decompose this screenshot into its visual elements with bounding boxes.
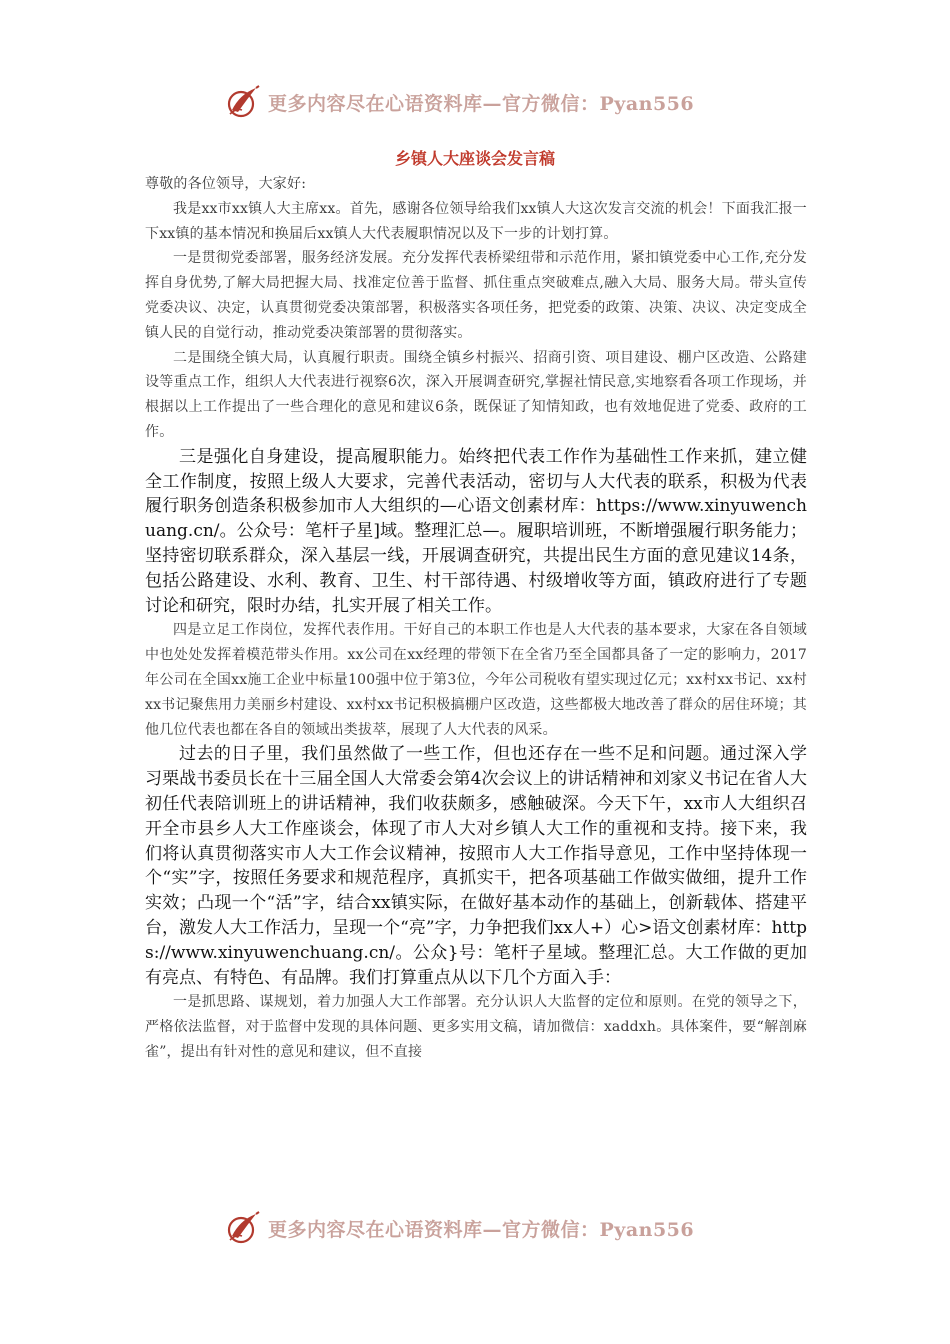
paragraph-point-4: 四是立足工作岗位，发挥代表作用。干好自己的本职工作也是人大代表的基本要求，大家在各自领域中也处处发挥着模范带头作用。xx公司在xx经理的带领下在全省乃至全国都具备了一定的影响力，2017年公司在全国xx施工企业中标量100强中位于第3位，今年公司税收有望实现过亿元；xx村xx书记、xx村xx书记聚焦用力美丽乡村建设、xx村xx书记积极搞棚户区改造，这些都极大地改善了群众的居住环境；其他几位代表也都在各自的领域出类拔萃，展现了人大代表的风采。 [145,622,807,738]
paragraph-point-2: 二是围绕全镇大局，认真履行职责。围绕全镇乡村振兴、招商引资、项目建设、棚户区改造、公路建设等重点工作，组织人大代表进行视察6次，深入开展调查研究,掌握社情民意,实地察看各项工作现场，并根据以上工作提出了一些合理化的意见和建议6条，既保证了知情知政，也有效地促进了党委、政府的工作。 [145,349,807,440]
paragraph-greeting: 尊敬的各位领导，大家好: [145,176,307,192]
pen-logo-icon [226,1210,262,1246]
pen-logo-icon [226,84,262,120]
paragraph-point-1: 一是贯彻党委部署，服务经济发展。充分发挥代表桥梁纽带和示范作用，紧扣镇党委中心工作,充分发挥自身优势,了解大局把握大局、找准定位善于监督、抓住重点突破难点,融入大局、服务大局。带头宣传党委决议、决定，认真贯彻党委决策部署，积极落实各项任务，把党委的政策、决策、决议、决定变成全镇人民的自觉行动，推动党委决策部署的贯彻落实。 [145,250,807,341]
document-title: 乡镇人大座谈会发言稿 [394,149,555,168]
paragraph-plan-1: 一是抓思路、谋规划，着力加强人大工作部署。充分认识人大监督的定位和原则。在党的领导之下，严格依法监督，对于监督中发现的具体问题、更多实用文稿，请加微信：xaddxh。具体案件，要“解剖麻雀”，提出有针对性的意见和建议，但不直接 [145,994,807,1060]
footer-watermark-banner [226,1208,746,1248]
document-body [145,172,807,1065]
watermark-text: 更多内容尽在心语资料库—官方微信：Pyan556 [268,1218,695,1241]
watermark-text: 更多内容尽在心语资料库—官方微信：Pyan556 [268,92,695,115]
paragraph-point-3: 三是强化自身建设，提高履职能力。始终把代表工作作为基础性工作来抓，建立健全工作制度，按照上级人大要求，完善代表活动，密切与人大代表的联系，积极为代表履行职务创造条积极参加市人大组织的—心语文创素材库：https://www.xinyuwenchuang.cn/。公众号：笔杆子星]域。整理汇总—。履职培训班，不断增强履行职务能力；坚持密切联系群众，深入基层一线，开展调查研究，共提出民生方面的意见建议14条，包括公路建设、水利、教育、卫生、村干部待遇、村级增收等方面，镇政府进行了专题讨论和研究，限时办结，扎实开展了相关工作。 [145,446,807,616]
paragraph-reflection: 过去的日子里，我们虽然做了一些工作，但也还存在一些不足和问题。通过深入学习栗战书委员长在十三届全国人大常委会第4次会议上的讲话精神和刘家义书记在省人大初任代表陪训班上的讲话精神，我们收获颇多，感触破深。今天下午，xx市人大组织召开全市县乡人大工作座谈会，体现了市人大对乡镇人大工作的重视和支持。接下来，我们将认真贯彻落实市人大工作会议精神，按照市人大工作指导意见，工作中坚持体现一个“实”字，按照任务要求和规范程序，真抓实干，把各项基础工作做实做细，提升工作实效；凸现一个“活”字，结合xx镇实际，在做好基本动作的基础上，创新载体、搭建平台，激发人大工作活力，呈现一个“亮”字，力争把我们xx人+）心>语文创素材库：https://www.xinyuwenchuang.cn/。公众}号：笔杆子星域。整理汇总。大工作做的更加有亮点、有特色、有品牌。我们打算重点从以下几个方面入手： [145,744,807,988]
header-watermark-banner [226,82,746,122]
paragraph-intro: 我是xx市xx镇人大主席xx。首先，感谢各位领导给我们xx镇人大这次发言交流的机会！下面我汇报一下xx镇的基本情况和换届后xx镇人大代表履职情况以及下一步的计划打算。 [145,200,807,242]
